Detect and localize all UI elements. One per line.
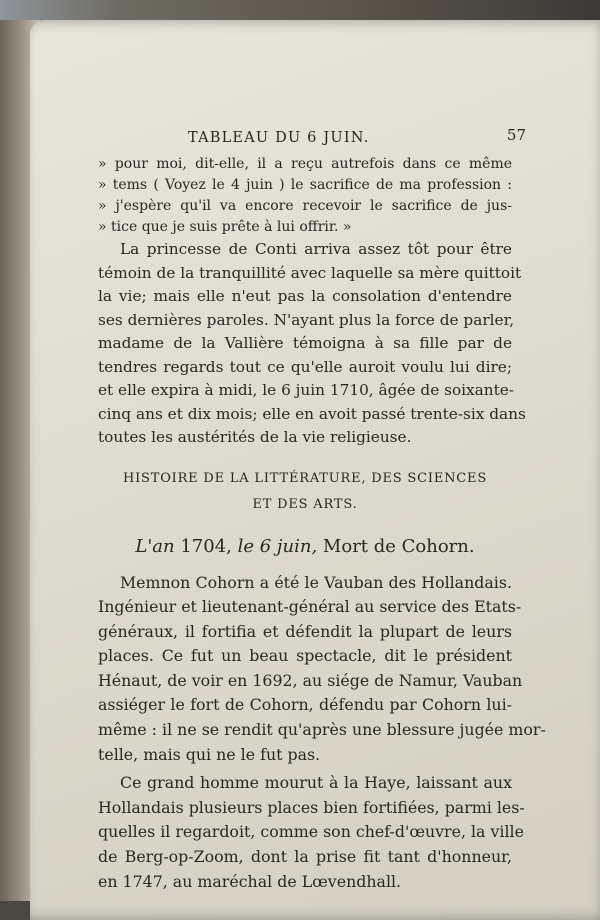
text-line: cinq ans et dix mois; elle en avoit passé trente-six dans (98, 404, 526, 423)
text-line: même : il ne se rendit qu'après une blessure jugée mor- (98, 720, 546, 740)
text-line: places. Ce fut un beau spectacle, dit le président (98, 646, 512, 666)
running-title: TABLEAU DU 6 JUIN. (188, 130, 370, 146)
text-line: » tems ( Voyez le 4 juin ) le sacrifice de ma profession : (98, 177, 512, 193)
text-line: La princesse de Conti arriva assez tôt pour être (120, 240, 512, 258)
text-line: et elle expira à midi, le 6 juin 1710, âgée de soixante- (98, 381, 515, 399)
text-line: tendres regards tout ce qu'elle auroit voulu lui dire; (98, 357, 512, 376)
text-line: de Berg-op-Zoom, dont la prise fit tant d'honneur, (98, 847, 512, 867)
paragraph-cohorn (98, 571, 546, 768)
book-page (30, 20, 600, 920)
page-content (98, 126, 546, 894)
text-line: ses dernières paroles. N'ayant plus la force de parler, (98, 310, 515, 329)
text-line: madame de la Vallière témoigna à sa fille par de (98, 334, 512, 352)
text-line: Ce grand homme mourut à la Haye, laissant aux (120, 773, 512, 793)
text-line: » j'espère qu'il va encore recevoir le sacrifice de jus- (98, 198, 512, 214)
running-header (98, 126, 526, 152)
page-number: 57 (506, 126, 526, 144)
text-line: assiéger le fort de Cohorn, défendu par Cohorn lui- (98, 695, 512, 715)
entry-title (98, 536, 512, 557)
entry-prefix: L'an (135, 535, 175, 557)
text-line: Hénaut, de voir en 1692, au siége de Namur, Vauban (98, 670, 523, 690)
text-line: la vie; mais elle n'eut pas la consolation d'entendre (98, 287, 512, 305)
text-line: en 1747, au maréchal de Lœvendhall. (98, 871, 402, 891)
section-heading-line: HISTOIRE DE LA LITTÉRATURE, DES SCIENCES (122, 470, 488, 486)
quote-paragraph (98, 154, 512, 238)
paragraph-conti (98, 238, 526, 450)
text-line: quelles il regardoit, comme son chef-d'œuvre, la ville (98, 822, 524, 842)
section-heading (98, 466, 512, 518)
text-line: généraux, il fortifia et défendit la plupart de leurs (98, 621, 512, 641)
text-line: toutes les austérités de la vie religieuse. (98, 428, 412, 446)
paragraph-haye (98, 771, 525, 894)
text-line: » pour moi, dit-elle, il a reçu autrefois dans ce même (98, 156, 512, 172)
section-heading-line: ET DES ARTS. (252, 496, 358, 512)
entry-year: 1704, (180, 535, 232, 557)
text-line: » tice que je suis prête à lui offrir. » (98, 219, 352, 235)
text-line: telle, mais qui ne le fut pas. (98, 744, 321, 764)
text-line: Memnon Cohorn a été le Vauban des Hollandais. (120, 572, 512, 592)
text-line: Hollandais plusieurs places bien fortifiées, parmi les- (98, 797, 525, 817)
entry-text: Mort de Cohorn. (322, 535, 475, 557)
entry-date: le 6 juin, (237, 535, 318, 557)
text-line: Ingénieur et lieutenant-général au service des Etats- (98, 597, 522, 617)
text-line: témoin de la tranquillité avec laquelle sa mère quittoit (98, 263, 522, 282)
